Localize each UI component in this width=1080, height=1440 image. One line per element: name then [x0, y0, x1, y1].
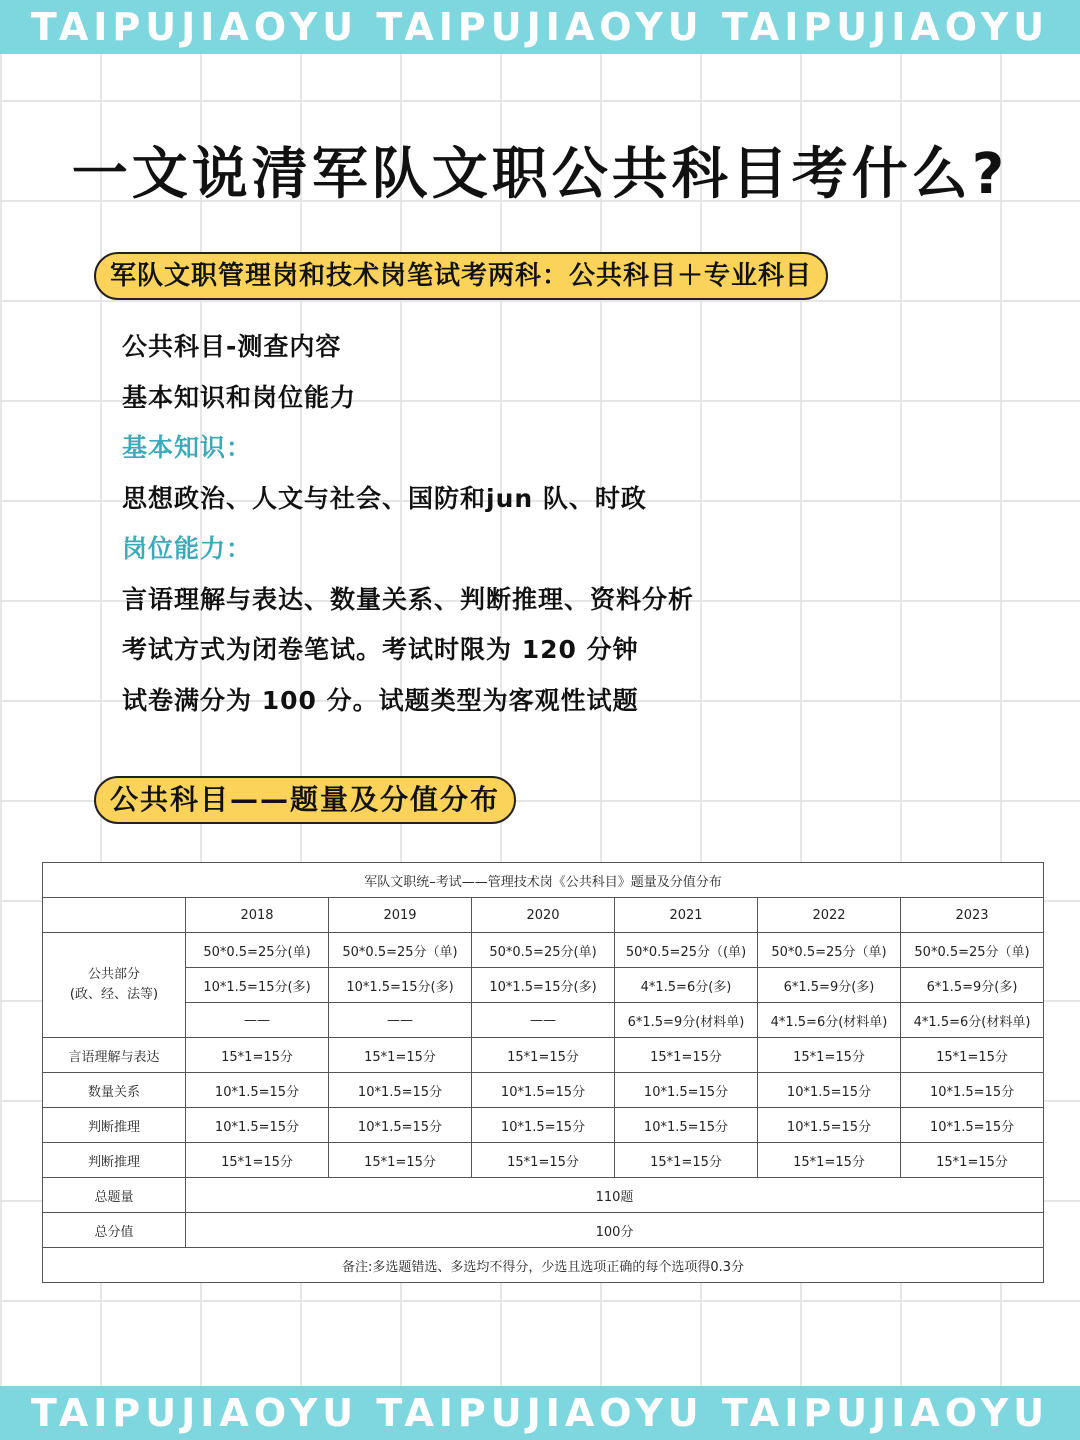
table-cell: 10*1.5=15分: [758, 1073, 901, 1108]
year-header: 2022: [758, 898, 901, 933]
public-part-sublabel: (政、经、法等): [69, 987, 159, 1002]
table-row: [43, 968, 1044, 1003]
table-cell: 10*1.5=15分: [186, 1108, 329, 1143]
table-cell: ——: [186, 1003, 329, 1038]
content-line-ability: 言语理解与表达、数量关系、判断推理、资料分析: [122, 584, 695, 614]
content-line-basic-knowledge: 思想政治、人文与社会、国防和jun 队、时政: [122, 483, 647, 513]
table-cell: 50*0.5=25分（单): [758, 933, 901, 968]
section-pill-distribution: 公共科目——题量及分值分布: [94, 776, 516, 824]
table-cell: 15*1=15分: [186, 1143, 329, 1178]
content-line-scope: 基本知识和岗位能力: [122, 382, 357, 412]
content-line-heading: 公共科目-测查内容: [122, 332, 342, 361]
table-cell: 6*1.5=9分(多): [758, 968, 901, 1003]
table-cell: 15*1=15分: [472, 1143, 615, 1178]
table-cell: 15*1=15分: [615, 1143, 758, 1178]
table-cell: 10*1.5=15分: [615, 1073, 758, 1108]
table-row: [43, 1143, 1044, 1178]
table-cell: 50*0.5=25分（(单): [615, 933, 758, 968]
table-cell: 10*1.5=15分: [329, 1108, 472, 1143]
table-cell: 15*1=15分: [329, 1038, 472, 1073]
table-row-total-questions: [43, 1178, 1044, 1213]
table-note: 备注:多选题错选、多选均不得分，少选且选项正确的每个选项得0.3分: [43, 1248, 1044, 1283]
table-cell: 10*1.5=15分: [186, 1073, 329, 1108]
table-cell: 15*1=15分: [758, 1038, 901, 1073]
table-cell: 15*1=15分: [758, 1143, 901, 1178]
table-cell: 10*1.5=15分: [472, 1108, 615, 1143]
table-cell: 15*1=15分: [615, 1038, 758, 1073]
table-cell: 15*1=15分: [901, 1038, 1044, 1073]
table-cell: 10*1.5=15分(多): [472, 968, 615, 1003]
row-label-public-part: [43, 933, 186, 1038]
header-empty-cell: [43, 898, 186, 933]
row-label: 数量关系: [43, 1073, 186, 1108]
top-banner: TAIPUJIAOYU TAIPUJIAOYU TAIPUJIAOYU: [0, 0, 1080, 54]
table-row: [43, 1108, 1044, 1143]
page-title: 一文说清军队文职公共科目考什么?: [71, 142, 1009, 207]
table-cell: 50*0.5=25分(单): [186, 933, 329, 968]
total-questions-value: 110题: [186, 1178, 1044, 1213]
total-score-value: 100分: [186, 1213, 1044, 1248]
table-note-row: [43, 1248, 1044, 1283]
public-part-label: 公共部分: [87, 967, 140, 982]
year-header: 2021: [615, 898, 758, 933]
table-cell: 15*1=15分: [901, 1143, 1044, 1178]
table-cell: 10*1.5=15分: [758, 1108, 901, 1143]
year-header: 2018: [186, 898, 329, 933]
table-header-row: [43, 898, 1044, 933]
table-cell: 10*1.5=15分: [901, 1073, 1044, 1108]
section-pill-exam-subjects: 军队文职管理岗和技术岗笔试考两科：公共科目＋专业科目: [94, 252, 828, 300]
table-caption: 军队文职统–考试——管理技术岗《公共科目》题量及分值分布: [43, 863, 1044, 898]
table-cell: 6*1.5=9分(材料单): [615, 1003, 758, 1038]
table-cell: 10*1.5=15分: [615, 1108, 758, 1143]
table-cell: 10*1.5=15分: [901, 1108, 1044, 1143]
row-label: 判断推理: [43, 1108, 186, 1143]
table-cell: 15*1=15分: [329, 1143, 472, 1178]
row-label: 言语理解与表达: [43, 1038, 186, 1073]
table-row: [43, 1038, 1044, 1073]
table-cell: 10*1.5=15分(多): [186, 968, 329, 1003]
content-line-ability-label: 岗位能力：: [122, 534, 253, 563]
table-cell: ——: [329, 1003, 472, 1038]
table-cell: 50*0.5=25分(单): [472, 933, 615, 968]
content-line-exam-format: 考试方式为闭卷笔试。考试时限为 120 分钟: [122, 635, 639, 664]
table-cell: 15*1=15分: [472, 1038, 615, 1073]
table-row-total-score: [43, 1213, 1044, 1248]
table-cell: 4*1.5=6分(材料单): [758, 1003, 901, 1038]
table-cell: 50*0.5=25分（单): [329, 933, 472, 968]
table-row: [43, 933, 1044, 968]
table-row: [43, 1073, 1044, 1108]
table-cell: 10*1.5=15分: [329, 1073, 472, 1108]
bottom-banner: TAIPUJIAOYU TAIPUJIAOYU TAIPUJIAOYU: [0, 1386, 1080, 1440]
table-row: [43, 1003, 1044, 1038]
table-cell: 10*1.5=15分(多): [329, 968, 472, 1003]
table-cell: 50*0.5=25分（单): [901, 933, 1044, 968]
table-cell: ——: [472, 1003, 615, 1038]
row-label: 判断推理: [43, 1143, 186, 1178]
row-label: 总分值: [43, 1213, 186, 1248]
table-cell: 4*1.5=6分(多): [615, 968, 758, 1003]
public-subject-content: [122, 330, 694, 734]
table-cell: 4*1.5=6分(材料单): [901, 1003, 1044, 1038]
year-header: 2020: [472, 898, 615, 933]
table-cell: 6*1.5=9分(多): [901, 968, 1044, 1003]
content-line-full-score: 试卷满分为 100 分。试题类型为客观性试题: [122, 685, 639, 715]
table-caption-row: [43, 863, 1044, 898]
year-header: 2019: [329, 898, 472, 933]
table-cell: 15*1=15分: [186, 1038, 329, 1073]
score-distribution-table: [42, 862, 1044, 1283]
year-header: 2023: [901, 898, 1044, 933]
table-cell: 10*1.5=15分: [472, 1073, 615, 1108]
content-line-basic-knowledge-label: 基本知识：: [122, 433, 253, 462]
row-label: 总题量: [43, 1178, 186, 1213]
